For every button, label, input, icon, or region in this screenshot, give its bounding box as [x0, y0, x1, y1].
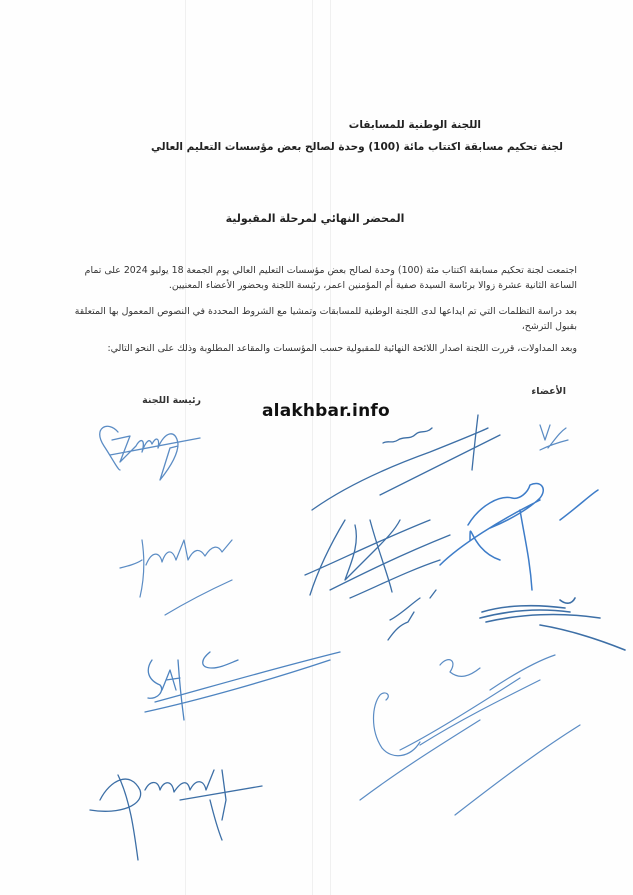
- committee-name: اللجنة الوطنية للمسابقات: [348, 119, 481, 131]
- members-label: الأعضاء: [531, 386, 566, 397]
- signature-member-7: [480, 598, 625, 650]
- signature-member-6: [388, 590, 436, 640]
- signature-member-2: [540, 425, 568, 450]
- document-title: المحضر النهائي لمرحلة المقبولية: [225, 212, 405, 225]
- signature-member-3: [440, 483, 598, 590]
- scan-fold-line: [330, 0, 331, 895]
- signature-member-4: [305, 520, 450, 598]
- paragraph-decision: وبعد المداولات، قررت اللجنة اصدار اللائحة النهائية للمقبولية حسب المؤسسات والمقاعد المطلوبة وذلك على النحو التالي:: [107, 343, 577, 354]
- president-label: رئيسة اللجنة: [142, 395, 201, 406]
- signature-member-1: [312, 415, 500, 510]
- scan-fold-line: [312, 0, 313, 895]
- scan-fold-line: [185, 0, 186, 895]
- signature-member-5: [120, 540, 232, 615]
- jury-name: لجنة تحكيم مسابقة اكتتاب مائة (100) وحدة لصالح بعض مؤسسات التعليم العالي: [151, 141, 563, 153]
- paragraph-appeals: بعد دراسة التظلمات التي تم ايداعها لدى اللجنة الوطنية للمسابقات وتمشيا مع الشروط المحددة في النصوص المعمول بها المتعلقة بقبول الترشح،: [74, 306, 577, 332]
- signature-member-10: [90, 770, 262, 860]
- signature-member-8: [145, 652, 340, 720]
- signature-member-9: [360, 655, 580, 815]
- watermark: alakhbar.info: [262, 401, 390, 421]
- paragraph-meeting: اجتمعت لجنة تحكيم مسابقة اكتتاب مئة (100) وحدة لصالح بعض مؤسسات التعليم العالي يوم الجمعة 18 يوليو 2024 على تمام الساعة الثانية عشرة زوالا برئاسة السيدة صفية أم المؤمنين اعمر، رئيسة اللجنة وبحضور الأعضاء المعنيين.: [84, 265, 577, 291]
